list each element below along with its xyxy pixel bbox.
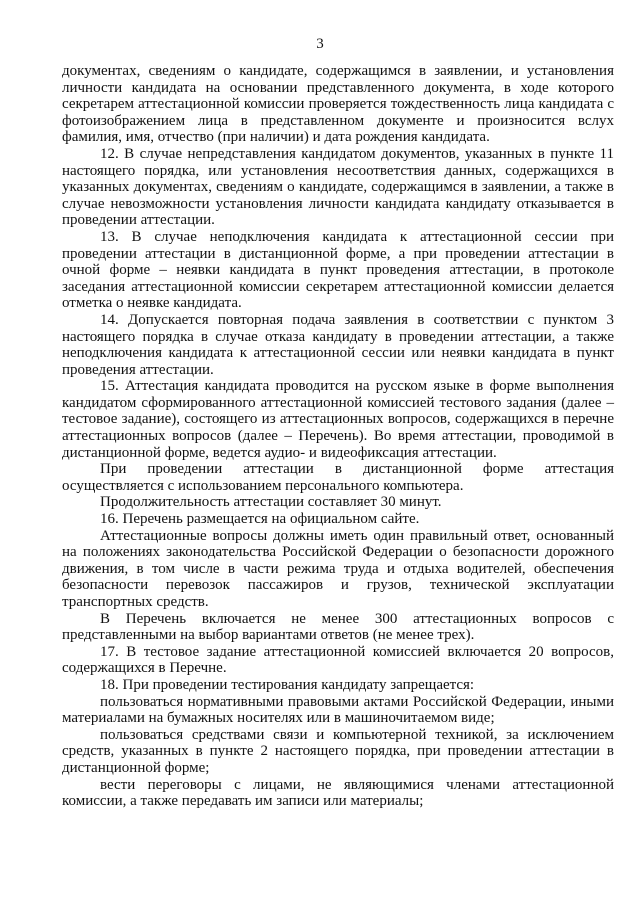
paragraph: В Перечень включается не менее 300 аттестационных вопросов с представленными на выбор вариантами ответов (не менее трех). [62, 610, 614, 644]
paragraph: Аттестационные вопросы должны иметь один правильный ответ, основанный на положениях законодательства Российской Федерации о безопасности дорожного движения, в том числе в части режима труда и отдыха водителей, обеспечения безопасности перевозок пассажиров и грузов, технической эксплуатации транспортных средств. [62, 527, 614, 610]
paragraph: документах, сведениям о кандидате, содержащимся в заявлении, и установления личности кандидата на основании представленного документа, в ходе которого секретарем аттестационной комиссии проверяется тождественность лица кандидата с фотоизображением лица в представленном документе и произносится вслух фамилия, имя, отчество (при наличии) и дата рождения кандидата. [62, 63, 614, 146]
paragraph: 12. В случае непредставления кандидатом документов, указанных в пункте 11 настоящего порядка, или установления несоответствия данных, содержащихся в указанных документах, сведениям о кандидате, содержащимся в заявлении, а также в случае невозможности установления личности кандидата кандидату отказывается в проведении аттестации. [62, 145, 614, 229]
page-number: 3 [316, 36, 324, 52]
paragraph: 14. Допускается повторная подача заявления в соответствии с пунктом 3 настоящего порядка в случае отказа кандидату в проведении аттестации, а также неподключения кандидата к аттестационной сессии или неявки кандидата в пункт проведения аттестации. [62, 311, 614, 378]
paragraph: пользоваться нормативными правовыми актами Российской Федерации, иными материалами на бумажных носителях или в машиночитаемом виде; [62, 693, 614, 727]
paragraph: 13. В случае неподключения кандидата к аттестационной сессии при проведении аттестации в дистанционной форме, а при проведении аттестации в очной форме – неявки кандидата в пункт проведения аттестации, в протоколе заседания аттестационной комиссии секретарем аттестационной комиссии делается отметка о неявке кандидата. [62, 228, 614, 312]
paragraph: 16. Перечень размещается на официальном сайте. [100, 511, 420, 528]
paragraph: Продолжительность аттестации составляет 30 минут. [100, 494, 442, 511]
document-body [62, 63, 614, 810]
paragraph: 17. В тестовое задание аттестационной комиссией включается 20 вопросов, содержащихся в Перечне. [62, 643, 614, 677]
paragraph: При проведении аттестации в дистанционной форме аттестация осуществляется с использованием персонального компьютера. [62, 461, 614, 494]
paragraph: вести переговоры с лицами, не являющимися членами аттестационной комиссии, а также передавать им записи или материалы; [62, 776, 614, 810]
paragraph: 15. Аттестация кандидата проводится на русском языке в форме выполнения кандидатом сформированного аттестационной комиссией тестового задания (далее – тестовое задание), состоящего из аттестационных вопросов, содержащихся в перечне аттестационных вопросов (далее – Перечень). Во время аттестации, проводимой в дистанционной форме, ведется аудио- и видеофиксация аттестации. [62, 378, 614, 461]
paragraph: пользоваться средствами связи и компьютерной техникой, за исключением средств, указанных в пункте 2 настоящего порядка, при проведении аттестации в дистанционной форме; [62, 726, 614, 776]
paragraph: 18. При проведении тестирования кандидату запрещается: [100, 676, 475, 693]
